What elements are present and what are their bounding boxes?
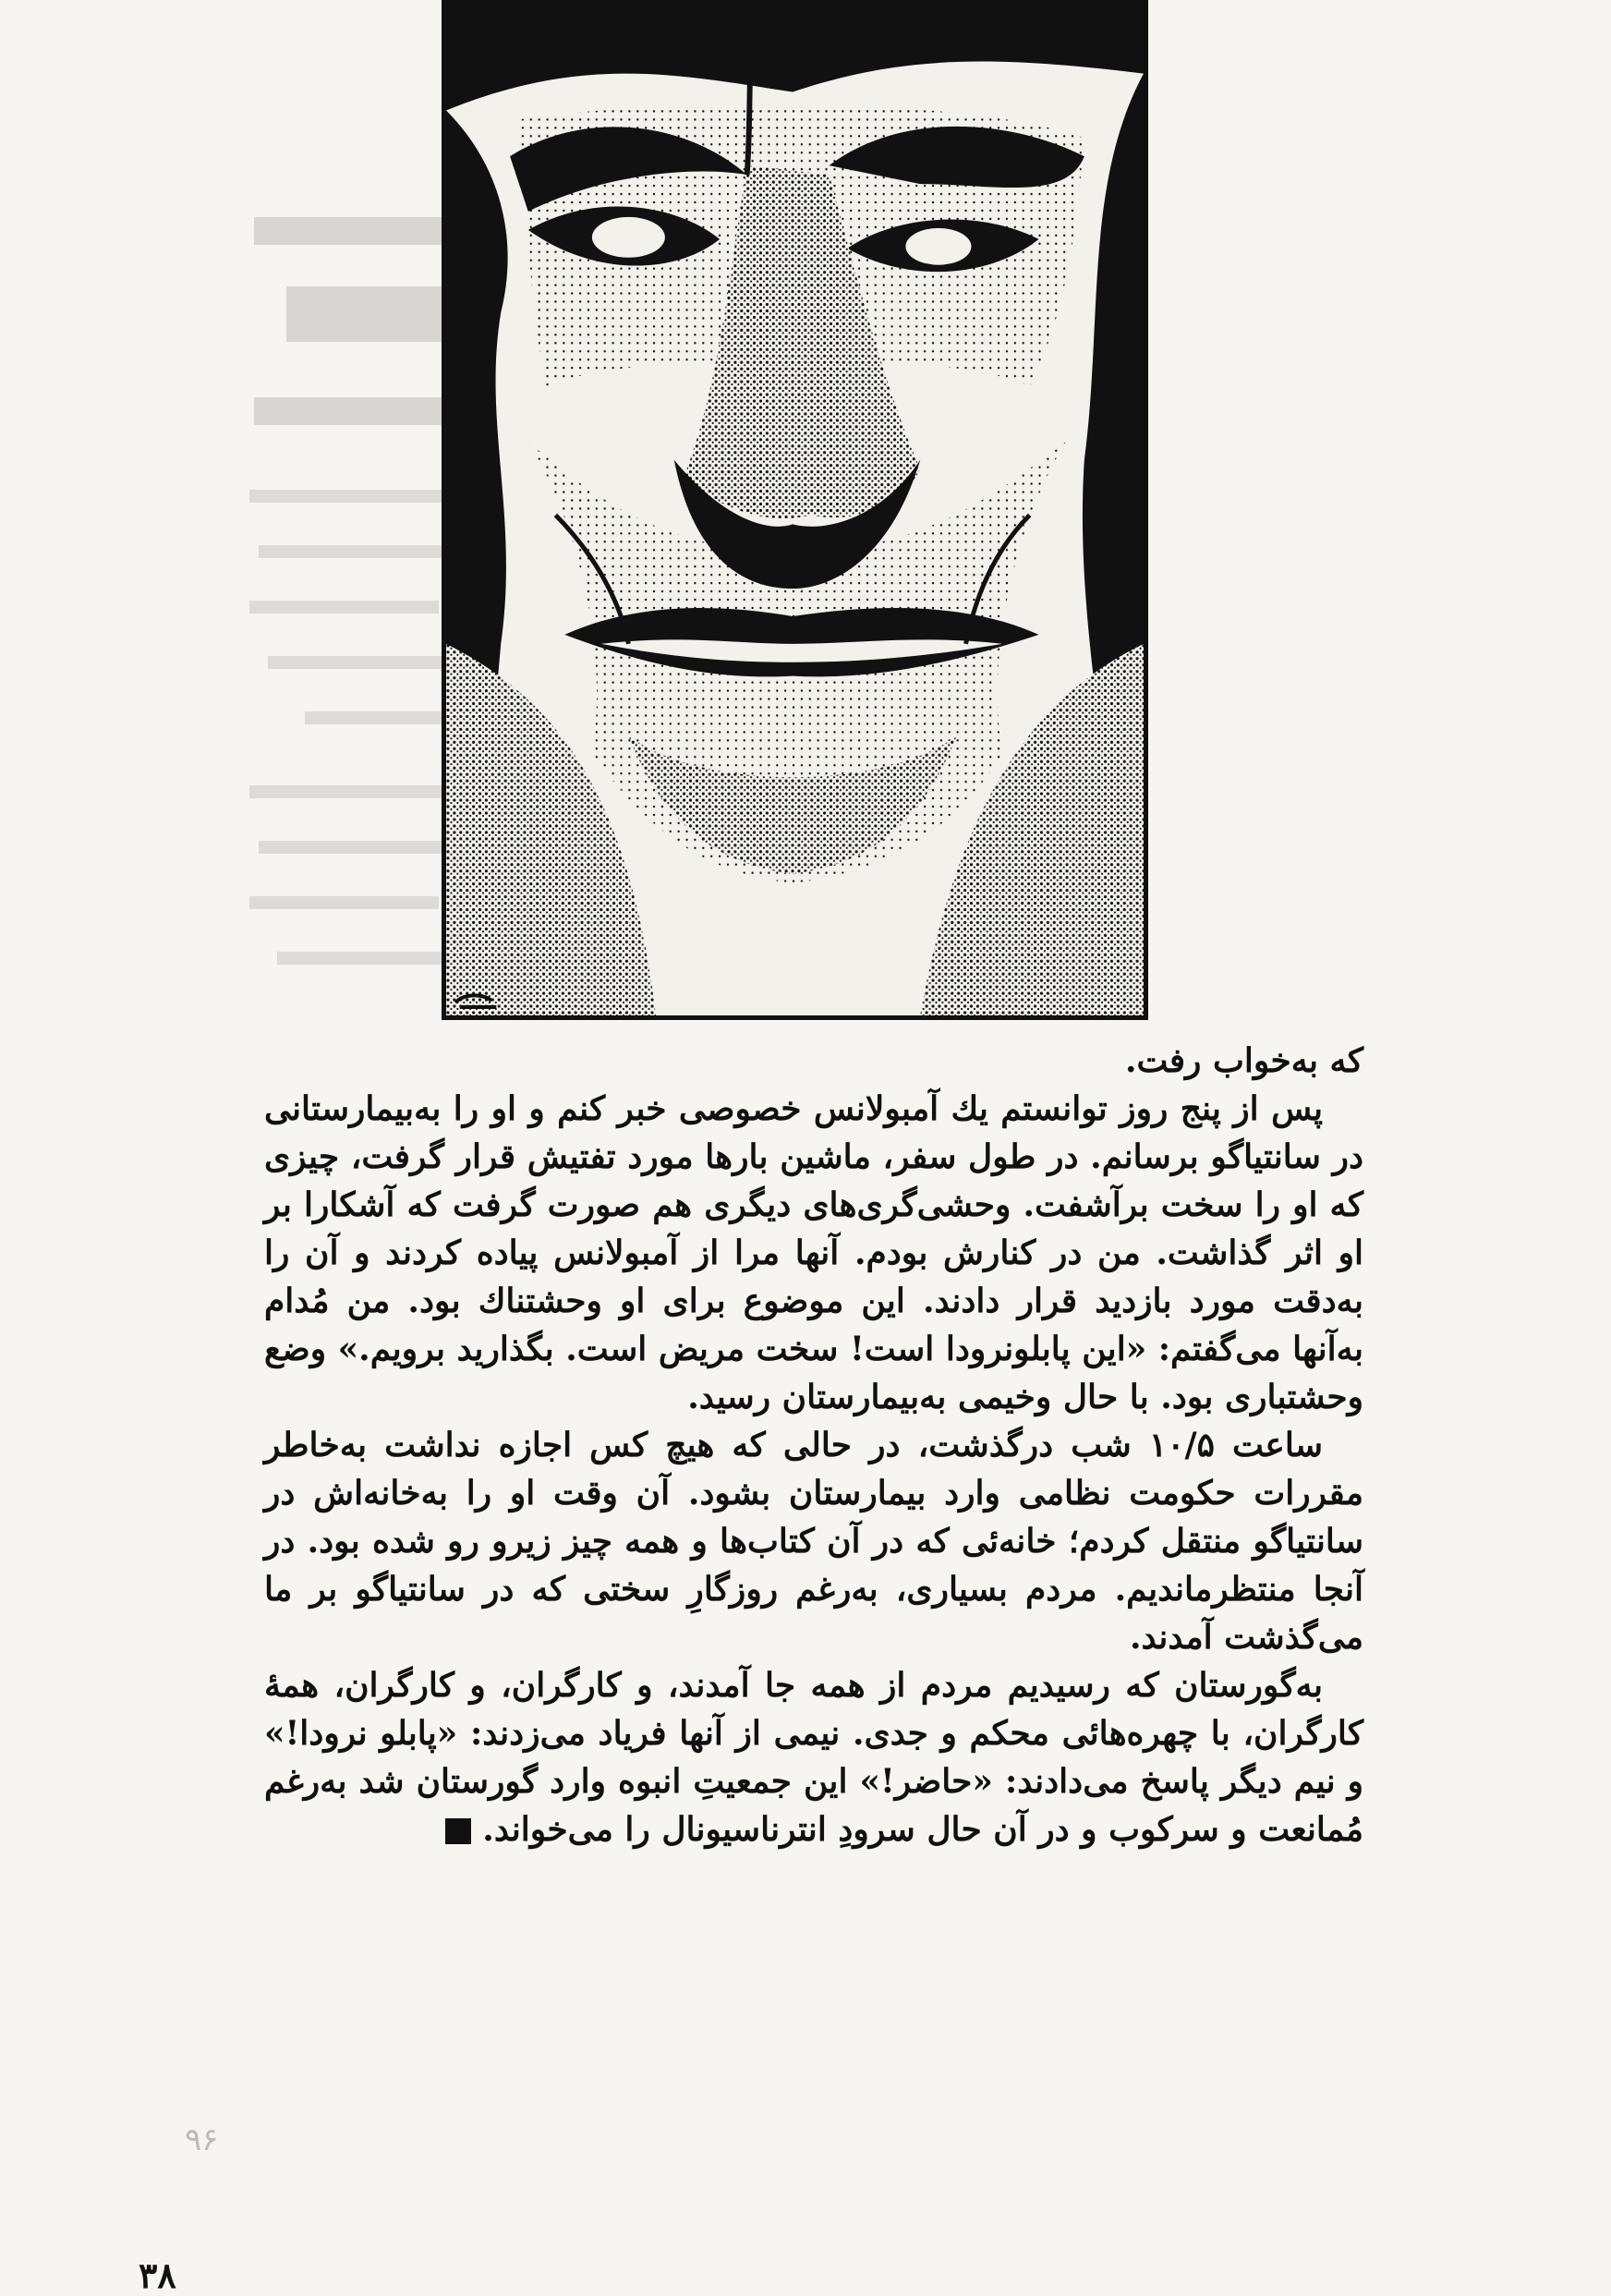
paragraph-4	[264, 1661, 1363, 1853]
portrait-image	[442, 0, 1148, 1020]
show-through-heading	[249, 213, 462, 453]
paragraph-4-text: به‌گورستان که رسیدیم مردم از همه جا آمدند، و کارگران، و کارگران، همهٔ کارگران، با چهره‌هائی محکم و جدی. نیمی از آنها فریاد می‌زدند: «پابلو نرودا!» و نیم دیگر پاسخ می‌دادند: «حاضر!» این جمعیتِ انبوه وارد گورستان شد به‌رغم مُمانعت و سرکوب و در آن حال سرودِ انترناسیونال را می‌خواند.	[264, 1666, 1363, 1849]
paragraph-1: که به‌خواب رفت.	[1124, 1041, 1363, 1080]
paragraph-2: پس از پنج روز توانستم یك آمبولانس خصوصی خبر کنم و او را به‌بیمارستانی در سانتیاگو برسانم. در طول سفر، ماشین بارها مورد تفتیش قرار گرفت، چیزی که او را سخت برآشفت. وحشی‌گری‌های دیگری هم صورت گرفت که آشکارا بر او اثر گذاشت. من در کنارش بودم. آنها مرا از آمبولانس پیاده کردند و آن را به‌دقت مورد بازدید قرار دادند. این موضوع برای او وحشتناك بود. من مُدام به‌آنها می‌گفتم: «این پابلونرودا است! سخت مریض است. بگذارید برویم.» وضع وحشتباری بود. با حال وخیمی به‌بیمارستان رسید.	[264, 1089, 1363, 1416]
show-through-page-number: ۹۶	[185, 2121, 219, 2158]
article-text	[264, 1037, 1363, 1853]
paragraph-3: ساعت ۱۰/۵ شب درگذشت، در حالی که هیچ کس اجازه نداشت به‌خاطر مقررات حکومت نظامی وارد بیمارستان بشود. آن وقت او را به‌خانه‌اش در سانتیاگو منتقل کردم؛ خانه‌ئی که در آن کتاب‌ها و همه چیز زیرو رو شده بود. در آنجا منتظرماندیم. مردم بسیاری، به‌رغم روزگارِ سختی که در سانتیاگو بر ما می‌گذشت آمدند.	[264, 1426, 1363, 1657]
end-mark-icon	[445, 1818, 471, 1844]
page-number: ۳۸	[139, 2254, 176, 2296]
